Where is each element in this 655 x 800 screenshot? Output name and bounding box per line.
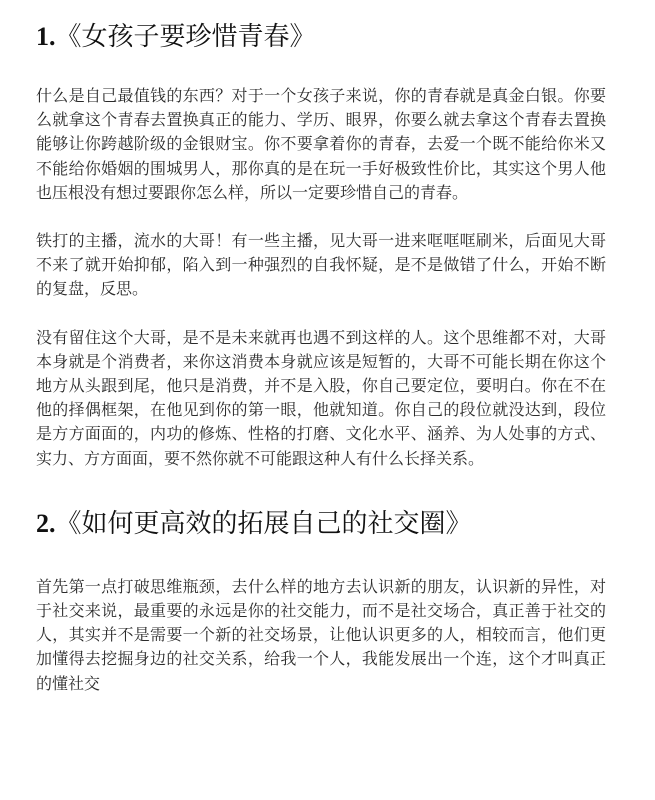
section-2-number: 2. [36, 508, 56, 538]
section-1-paragraph-1: 什么是自己最值钱的东西？对于一个女孩子来说，你的青春就是真金白银。你要么就拿这个青春去置换真正的能力、学历、眼界，你要么就去拿这个青春去置换能够让你跨越阶级的金银财宝。你不要拿着你的青春，去爱一个既不能给你米又不能给你婚姻的围城男人，那你真的是在玩一手好极致性价比，其实这个男人他也压根没有想过要跟你怎么样，所以一定要珍惜自己的青春。 [36, 86, 606, 202]
article [36, 0, 606, 696]
section-2-paragraph-1: 首先第一点打破思维瓶颈，去什么样的地方去认识新的朋友，认识新的异性，对于社交来说，最重要的永远是你的社交能力，而不是社交场合，真正善于社交的人，其实并不是需要一个新的社交场景，让他认识更多的人，相较而言，他们更加懂得去挖掘身边的社交关系，给我一个人，我能发展出一个连，这个才叫真正的懂社交 [36, 576, 606, 693]
section-1-number: 1. [36, 22, 56, 51]
section-2-heading [36, 507, 606, 541]
section-1-paragraph-2: 铁打的主播，流水的大哥！有一些主播，见大哥一进来哐哐哐刷米，后面见大哥不来了就开始抑郁，陷入到一种强烈的自我怀疑，是不是做错了什么，开始不断的复盘，反思。 [36, 231, 606, 299]
section-1-title: 《女孩子要珍惜青春》 [55, 22, 316, 52]
section-2-title: 《如何更高效的拓展自己的社交圈》 [55, 508, 472, 539]
section-1-paragraph-3: 没有留住这个大哥，是不是未来就再也遇不到这样的人。这个思维都不对，大哥本身就是个消费者，来你这消费本身就应该是短暂的，大哥不可能长期在你这个地方从头跟到尾，他只是消费，并不是入股，你自己要定位，要明白。你在不在他的择偶框架，在他见到你的第一眼，他就知道。你自己的段位就没达到，段位是方方面面的，内功的修炼、性格的打磨、文化水平、涵养、为人处事的方式、实力、方方面面，要不然你就不可能跟这种人有什么长择关系。 [36, 327, 606, 468]
section-1-heading [36, 20, 606, 54]
